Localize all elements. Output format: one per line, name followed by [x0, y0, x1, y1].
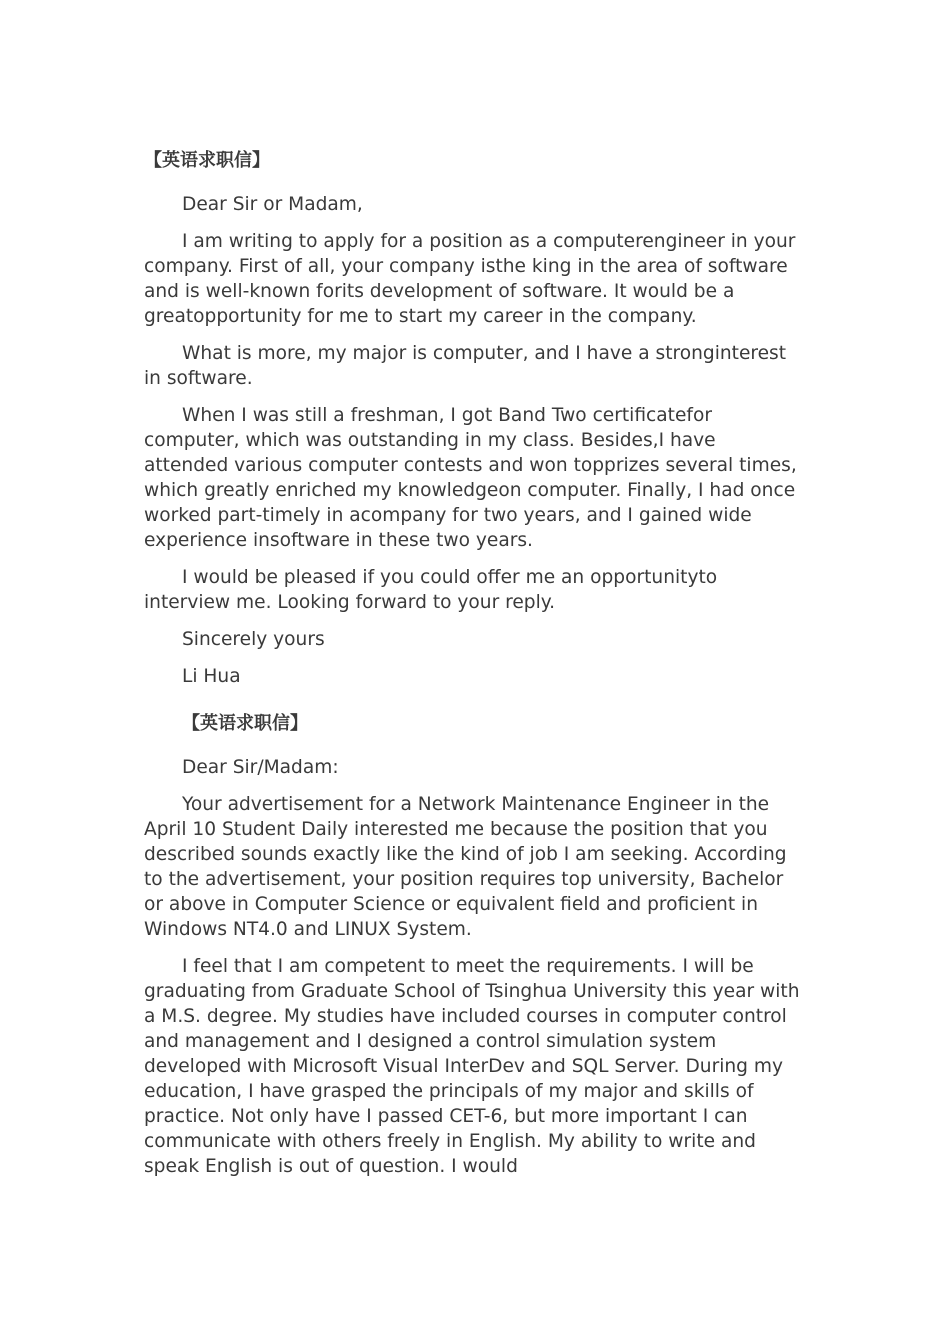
letter1-paragraph-4: I would be pleased if you could offer me an opportunityto interview me. Looking forward to your reply.: [144, 567, 718, 613]
document-page: [144, 146, 804, 1191]
letter1-closing: Sincerely yours: [182, 629, 325, 650]
letter1-paragraph-1: I am writing to apply for a position as a computerengineer in your company. First of all, your company isthe king in the area of software and is well-known forits development of software. It would be a greatopportunity for me to start my career in the company.: [144, 231, 796, 327]
letter2-salutation: Dear Sir/Madam:: [182, 757, 339, 778]
letter1-signature: Li Hua: [182, 666, 241, 687]
letter2-paragraph-2: I feel that I am competent to meet the requirements. I will be graduating from Graduate School of Tsinghua University this year with a M.S. degree. My studies have included courses in computer control and management and I designed a control simulation system developed with Microsoft Visual InterDev and SQL Server. During my education, I have grasped the principals of my major and skills of practice. Not only have I passed CET-6, but more important I can communicate with others freely in English. My ability to write and speak English is out of question. I would: [144, 956, 800, 1177]
letter2-paragraph-1: Your advertisement for a Network Maintenance Engineer in the April 10 Student Daily interested me because the position that you described sounds exactly like the kind of job I am seeking. According to the advertisement, your position requires top university, Bachelor or above in Computer Science or equivalent field and proficient in Windows NT4.0 and LINUX System.: [144, 794, 787, 940]
letter1-paragraph-2: What is more, my major is computer, and I have a stronginterest in software.: [144, 343, 787, 389]
letter1-paragraph-3: When I was still a freshman, I got Band Two certificatefor computer, which was outstanding in my class. Besides,I have attended various computer contests and won topprizes several times, which greatly enriched my knowledgeon computer. Finally, I had once worked part-timely in acompany for two years, and I gained wide experience insoftware in these two years.: [144, 405, 797, 551]
letter1-salutation: Dear Sir or Madam,: [182, 194, 363, 215]
letter1-heading: 【英语求职信】: [144, 150, 270, 171]
letter2-heading: 【英语求职信】: [182, 713, 308, 734]
